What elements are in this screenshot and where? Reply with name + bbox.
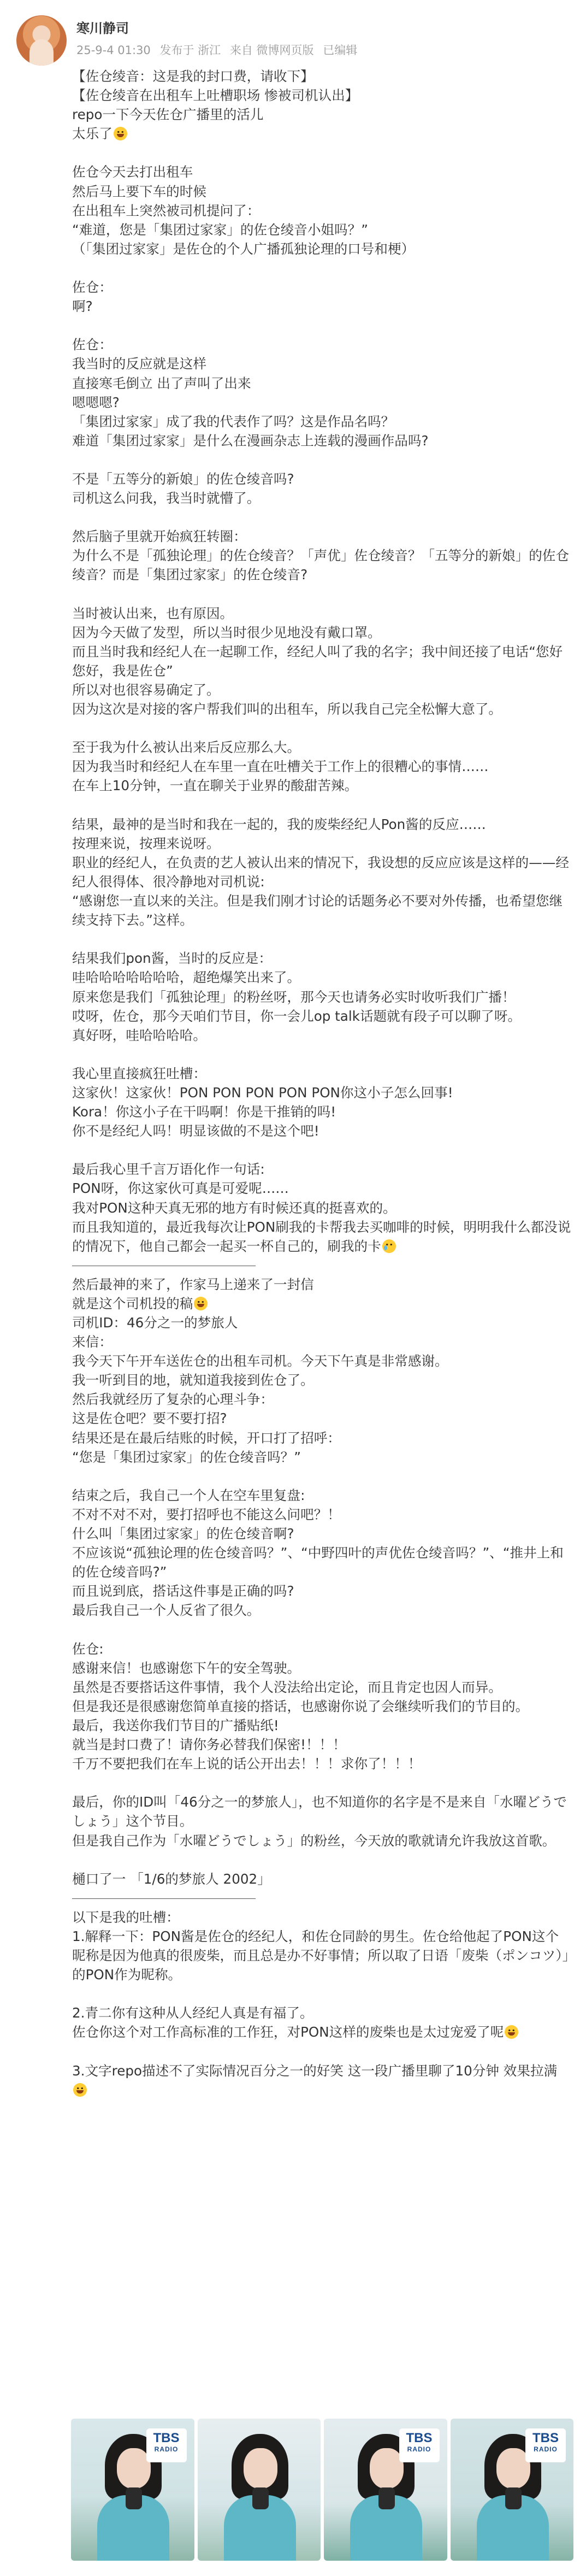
post-text-line: 然后我就经历了复杂的心理斗争： <box>72 1391 274 1408</box>
post-text-line: 但是我还是很感谢您简单直接的搭话，也感谢你说了会继续听我们的节目的。 <box>72 1698 529 1714</box>
laughing-emoji-icon <box>505 2025 518 2039</box>
blank-line <box>72 1984 572 2003</box>
post-text-line: 因为这次是对接的客户帮我们叫的出租车，所以我自己完全松懈大意了。 <box>72 701 502 717</box>
post-text-line: 不对不对不对，要打招呼也不能这么问吧？！ <box>72 1506 341 1522</box>
post-text-line: “感谢您一直以来的关注。但是我们刚才讨论的话题务必不要对外传播，也希望您继续支持下去。”这样。 <box>72 893 563 928</box>
post-text-line: 我对PON这种天真无邪的地方有时候还真的挺喜欢的。 <box>72 1199 396 1216</box>
post-text-line: 然后马上要下车的时候 <box>72 183 206 199</box>
post-text-line: 啊? <box>72 298 93 315</box>
post-text-line: 哎呀，佐仓，那今天咱们节目，你一会儿op talk话题就有段子可以聊了呀。 <box>72 1008 522 1024</box>
blank-line <box>72 2042 572 2061</box>
post-text-line: 太乐了 <box>72 124 572 143</box>
post-text-line: 你不是经纪人吗！明显该做的不是这个吧! <box>72 1123 319 1139</box>
image-gallery <box>71 2419 573 2561</box>
post-text-line: 职业的经纪人，在负责的艺人被认出来的情况下，我设想的反应应该是这样的——经纪人很得体、很冷静地对司机说: <box>72 854 569 890</box>
post-text-line: 司机ID：46分之一的梦旅人 <box>72 1315 238 1331</box>
post-text-line: 在出租车上突然被司机提问了： <box>72 202 261 219</box>
post-text-line: 结果我们pon酱，当时的反应是： <box>72 950 272 967</box>
post-text-line: 在车上10分钟，一直在聊关于业界的酸甜苦辣。 <box>72 778 358 794</box>
post-text-line: 佐仓: <box>72 1640 104 1657</box>
blank-line <box>72 796 572 815</box>
laughing-emoji-icon <box>114 127 127 140</box>
post-text-line: 直接寒毛倒立 出了声叫了出来 <box>72 375 251 391</box>
blank-line <box>72 508 572 527</box>
post-text-line: 我今天下午开车送佐仓的出租车司机。今天下午真是非常感谢。 <box>72 1353 448 1369</box>
post-text-line: 真好呀，哇哈哈哈哈。 <box>72 1027 206 1043</box>
blank-line <box>72 450 572 469</box>
blank-line <box>72 585 572 604</box>
tbs-radio-logo: TBS RADIO <box>399 2428 440 2462</box>
post-text-line: 来信： <box>72 1334 113 1350</box>
post-text-line: “难道，您是「集团过家家」的佐仓绫音小姐吗？” <box>72 221 368 238</box>
laughing-emoji-icon <box>73 2083 87 2097</box>
post-location: 发布于 浙江 <box>159 44 221 57</box>
post-text-line: 最后我心里千言万语化作一句话: <box>72 1161 265 1178</box>
post-timestamp: 25-9-4 01:30 <box>76 44 151 57</box>
post-header <box>0 0 586 66</box>
section-divider <box>72 1898 256 1899</box>
post-text-line: 至于我为什么被认出来后反应那么大。 <box>72 739 301 756</box>
post-text-line: Kora！你这小子在干吗啊！你是干推销的吗! <box>72 1104 336 1120</box>
blank-line <box>72 258 572 278</box>
post-text-line: 而且说到底，搭话这件事是正确的吗? <box>72 1583 294 1599</box>
post-text-line: repo一下今天佐仓广播里的活儿 <box>72 107 264 123</box>
post-text-line: 【佐仓绫音在出租车上吐槽职场 惨被司机认出】 <box>72 87 359 104</box>
post-text-line: 而且当时我和经纪人在一起聊工作，经纪人叫了我的名字；我中间还接了电话“您好您好，我是佐仓” <box>72 643 563 679</box>
post-text-line: 结果，最神的是当时和我在一起的，我的废柴经纪人Pon酱的反应…… <box>72 816 486 832</box>
blank-line <box>72 316 572 335</box>
post-text-line: PON呀，你这家伙可真是可爱呢…… <box>72 1180 289 1197</box>
user-name[interactable]: 寒川静司 <box>76 21 129 36</box>
post-text-line: 但是我自己作为「水曜どうでしょう」的粉丝，今天放的歌就请允许我放这首歌。 <box>72 1832 556 1849</box>
post-text-line: 司机这么问我，我当时就懵了。 <box>72 490 261 507</box>
post-text-line: 樋口了一 「1/6的梦旅人 2002」 <box>72 1871 271 1887</box>
post-text-line: 什么叫「集团过家家」的佐仓绫音啊? <box>72 1526 294 1542</box>
post-body <box>72 67 572 2099</box>
blank-line <box>72 719 572 738</box>
post-text-line: 这家伙！这家伙！PON PON PON PON PON你这小子怎么回事! <box>72 1084 453 1101</box>
post-meta <box>76 42 363 58</box>
post-text-line: 因为我当时和经纪人在车里一直在吐槽关于工作上的很糟心的事情…… <box>72 758 489 775</box>
user-avatar[interactable] <box>16 15 67 66</box>
post-text-line: 佐仓： <box>72 279 113 296</box>
post-text-line: 就当是封口费了！请你务必替我们保密!！！！ <box>72 1737 346 1753</box>
post-text-line: 结束之后，我自己一个人在空车里复盘: <box>72 1487 305 1503</box>
post-text-line: 而且我知道的，最近我每次让PON刷我的卡帮我去买咖啡的时候，明明我什么都没说的情况下，他自己都会一起买一杯自己的，刷我的卡 <box>72 1219 571 1254</box>
gallery-image[interactable] <box>71 2419 194 2561</box>
post-text-line: 嗯嗯嗯? <box>72 394 120 410</box>
post-text-line: 最后我自己一个人反省了很久。 <box>72 1602 261 1619</box>
post-text-line: 【佐仓绫音：这是我的封口费，请收下】 <box>72 68 314 84</box>
blank-line <box>72 930 572 949</box>
laughing-emoji-icon <box>194 1297 208 1310</box>
post-text-line: 2.青二你有这种从人经纪人真是有福了。 <box>72 2005 313 2021</box>
post-text-line: 最后，我送你我们节目的广播贴纸! <box>72 1717 279 1733</box>
blank-line <box>72 1045 572 1064</box>
blank-line <box>72 1140 572 1160</box>
blank-line <box>72 1773 572 1792</box>
post-text-line: 为什么不是「孤独论理」的佐仓绫音？「声优」佐仓绫音？「五等分的新娘」的佐仓绫音？而是「集团过家家」的佐仓绫音? <box>72 548 569 583</box>
post-text-line: 最后，你的ID叫「46分之一的梦旅人」，也不知道你的名字是不是来自「水曜どうでしょう」这个节目。 <box>72 1794 567 1830</box>
blank-line <box>72 1850 572 1869</box>
post-text-line: “您是「集团过家家」的佐仓绫音吗？” <box>72 1449 301 1465</box>
post-text-line: 我心里直接疯狂吐槽： <box>72 1065 206 1081</box>
gallery-image[interactable] <box>451 2419 574 2561</box>
post-text-line: 然后脑子里就开始疯狂转圈： <box>72 528 247 545</box>
post-text-line: 所以对也很容易确定了。 <box>72 682 220 698</box>
post-text-line: 不应该说“孤独论理的佐仓绫音吗？”、“中野四叶的声优佐仓绫音吗？”、“推井上和的佐仓绫音吗?” <box>72 1545 564 1580</box>
gallery-image[interactable] <box>198 2419 321 2561</box>
post-text-line: （「集团过家家」是佐仓的个人广播孤独论理的口号和梗） <box>72 240 415 257</box>
post-text-line: 3.文字repo描述不了实际情况百分之一的好笑 这一段广播里聊了10分钟 效果拉满 <box>72 2061 572 2099</box>
post-text-line: 就是这个司机投的稿 <box>72 1294 572 1313</box>
post-text-line: 佐仓： <box>72 337 113 353</box>
post-text-line: 哇哈哈哈哈哈哈哈，超绝爆笑出来了。 <box>72 969 301 986</box>
post-text-line: 不是「五等分的新娘」的佐仓绫音吗? <box>72 470 294 487</box>
post-text-line: 我一听到目的地，就知道我接到佐仓了。 <box>72 1372 314 1389</box>
blank-line <box>72 1467 572 1486</box>
post-text-line: 我当时的反应就是这样 <box>72 356 206 372</box>
post-text-line: 佐仓今天去打出租车 <box>72 164 193 180</box>
blank-line <box>72 143 572 162</box>
post-text-line: 结果还是在最后结账的时候，开口打了招呼： <box>72 1430 341 1446</box>
crying-emoji-icon <box>382 1239 396 1253</box>
post-text-line: 当时被认出来，也有原因。 <box>72 605 234 621</box>
post-text-line: 这是佐仓吧？要不要打招? <box>72 1410 227 1427</box>
post-edited-badge[interactable]: 已编辑 <box>323 44 358 57</box>
tbs-radio-logo: TBS RADIO <box>146 2428 187 2462</box>
post-text-line: 原来您是我们「孤独论理」的粉丝呀，那今天也请务必实时收听我们广播！ <box>72 989 516 1005</box>
post-text-line: 按理来说，按理来说呀。 <box>72 835 220 851</box>
post-text-line: 难道「集团过家家」是什么在漫画杂志上连载的漫画作品吗? <box>72 432 429 449</box>
post-text-line: 千万不要把我们在车上说的话公开出去！！！求你了！！！ <box>72 1756 422 1772</box>
gallery-image[interactable] <box>324 2419 447 2561</box>
post-text-line: 因为今天做了发型，所以当时很少见地没有戴口罩。 <box>72 624 381 640</box>
blank-line <box>72 1620 572 1639</box>
post-text-line: 「集团过家家」成了我的代表作了吗？这是作品名吗？ <box>72 413 395 430</box>
post-text-line: 虽然是否要搭话这件事情，我个人没法给出定论，而且肯定也因人而异。 <box>72 1679 502 1695</box>
post-text-line: 感谢来信！也感谢您下午的安全驾驶。 <box>72 1660 301 1676</box>
post-text-line: 然后最神的来了，作家马上递来了一封信 <box>72 1276 314 1292</box>
post-text-line: 佐仓你这个对工作高标准的工作狂，对PON这样的废柴也是太过宠爱了呢 <box>72 2022 572 2042</box>
post-text-line: 1.解释一下：PON酱是佐仓的经纪人，和佐仓同龄的男生。佐仓给他起了PON这个昵称是因为他真的很废柴，而且总是办不好事情；所以取了日语「废柴（ポンコツ）」的PON作为昵称。 <box>72 1928 569 1983</box>
post-text-line: 以下是我的吐槽： <box>72 1909 180 1925</box>
tbs-radio-logo: TBS RADIO <box>525 2428 566 2462</box>
post-source[interactable]: 来自 微博网页版 <box>229 44 314 57</box>
